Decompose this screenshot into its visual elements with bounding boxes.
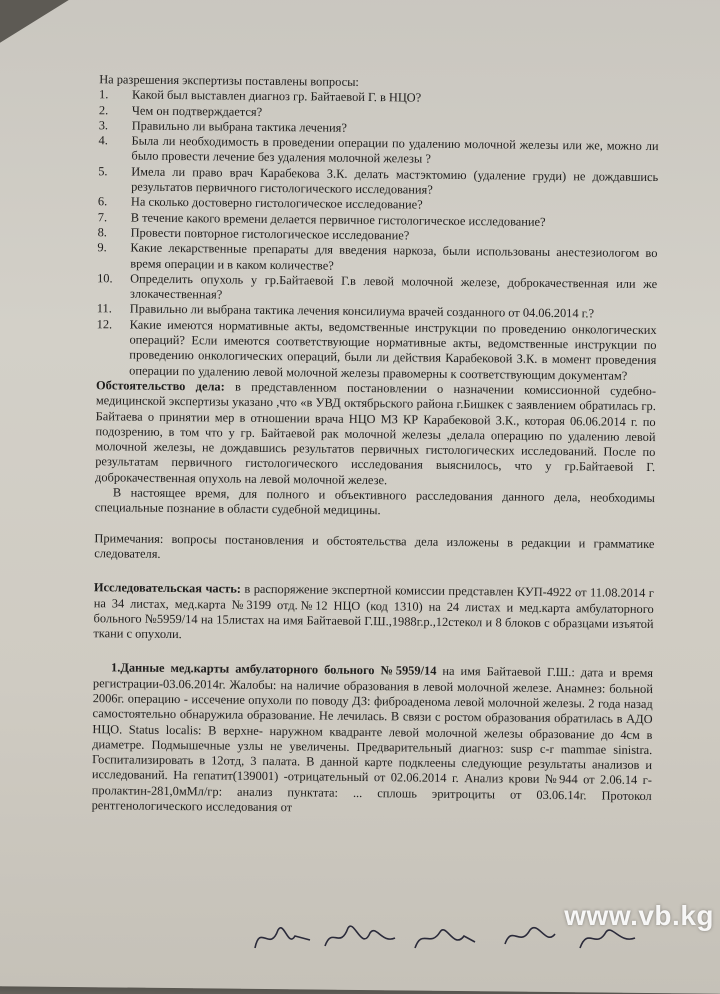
question-item: 12. Какие имеются нормативные акты, ведомственные инструкции по проведению онкологических операций? Если имеются соответствующие нормативные акты, ведомственные инструкции по проведению онкологических операций, были ли действия Карабековой З.К. в момент проведения операции по удалению левой молочной железы правомерны к соответствующим документам? <box>96 316 657 383</box>
question-item: 3. Правильно ли выбрана тактика лечения? <box>98 118 347 135</box>
question-item: 9. Какие лекарственные препараты для введения наркоза, были использованы анестезиологом во время операции и в каком количестве? <box>97 240 658 273</box>
site-watermark: www.vb.kg <box>564 900 714 931</box>
research-heading: Исследовательская часть: <box>93 580 242 596</box>
section1-paragraph <box>92 661 654 820</box>
note-paragraph: Примечания: вопросы постановления и обстоятельства дела изложены в редакции и грамматике следователя. <box>94 530 655 561</box>
questions-intro: На разрешения экспертизы поставлены вопросы: <box>99 72 359 89</box>
circumstances-paragraph <box>95 378 656 491</box>
folded-corner <box>0 0 105 47</box>
question-item: 8. Провести повторное гистологическое исследование? <box>97 225 410 243</box>
question-item: 5. Имела ли право врач Карабекова З.К. делать мастэктомию (удаление груди) не дождавшись результатов первичного гистологического исследования? <box>98 163 659 197</box>
question-item: 6. На сколько достоверно гистологическое исследование? <box>97 194 423 212</box>
questions-list <box>96 88 659 384</box>
document-body <box>92 72 660 819</box>
question-item: 11. Правильно ли выбрана тактика лечения консилиума врачей созданного от 04.06.2014 г.? <box>96 301 595 321</box>
research-paragraph <box>93 580 654 647</box>
section1-text: на имя Байтаевой Г.Ш.: дата и время регистрации-03.06.2014г. Жалобы: на наличие образования в левой молочной железе. Анамнез: больной 2006г. операцию - иссечение опухоли по поводу ДЗ: фиброаденома левой молочной железы. 2 года назад самостоятельно обнаружила образование. Не лечилась. В связи с ростом образования обратилась в АДО НЦО. Status localis: В верхне- наружном квадранте левой молочной железы образование до 4см в диаметре. Подмышечные узлы не увеличены. Предварительный диагноз: susp c-r mammae sinistra. Госпитализировать в 12отд, 3 палата. В данной карте подклеены следующие результаты анализов и исследований. На гепатит(139001) -отрицательный от 02.06.2014 г. Анализ крови №944 от 2.06.14 г-пролактин-281,0мМл/гр: анализ пунктата: ... сплошь эритроциты от 03.06.14г. Протокол рентгенологического исследования от <box>91 664 654 815</box>
question-item: 7. В течение какого времени делается первичное гистологическое исследование? <box>97 209 546 229</box>
circumstances-heading: Обстоятельство дела: <box>95 378 225 394</box>
research-text: в распоряжение экспертной комиссии представлен КУП-4922 от 11.08.2014 г на 34 листах, мед.карта №3199 отд.№12 НЦО (код 1310) на 24 листах и мед.карта амбулаторного больного №5959/14 на 15листах на имя Байтаевой Г.Ш.,1988г.р.,12стекол и 8 блоков с образцами изъятой ткани с опухоли. <box>93 581 654 642</box>
question-item: 2. Чем он подтверждается? <box>98 102 263 119</box>
question-item: 4. Была ли необходимость в проведении операции по удалению молочной железы или же, можно ли было провести лечение без удаления молочной железы ? <box>98 133 659 167</box>
question-item: 10. Определить опухоль у гр.Байтаевой Г.в левой молочной железе, доброкачественная или же злокачественная? <box>97 271 658 302</box>
circumstances-paragraph-2: В настоящее время, для полного и объективного расследования данного дела, необходимы специальные познание в области судебной медицины. <box>94 485 655 518</box>
circumstances-text: в представленном постановлении о назначении комиссионной судебно-медицинской экспертизы указано ,что «в УВД октябрьского района г.Бишкек с заявлением обратилась гр. Байтаева о принятии мер в отношении врача НЦО МЗ КР Карабековой З.К., которая 06.06.2014 г. по подозрению, в том что у гр. Байтаевой рак молочной железы ,делала операцию по удалению левой молочной железы, не дождавшись результатов первичных гистологических исследований. После по результатам первичного гистологического исследования выяснилось, что у гр.Байтаевой Г. доброкачественная опухоль на левой молочной железе. <box>94 379 657 487</box>
section1-heading: 1.Данные мед.карты амбулаторного больного №5959/14 <box>110 660 437 679</box>
question-item: 1. Какой был выставлен диагноз гр. Байтаевой Г. в НЦО? <box>99 87 422 105</box>
